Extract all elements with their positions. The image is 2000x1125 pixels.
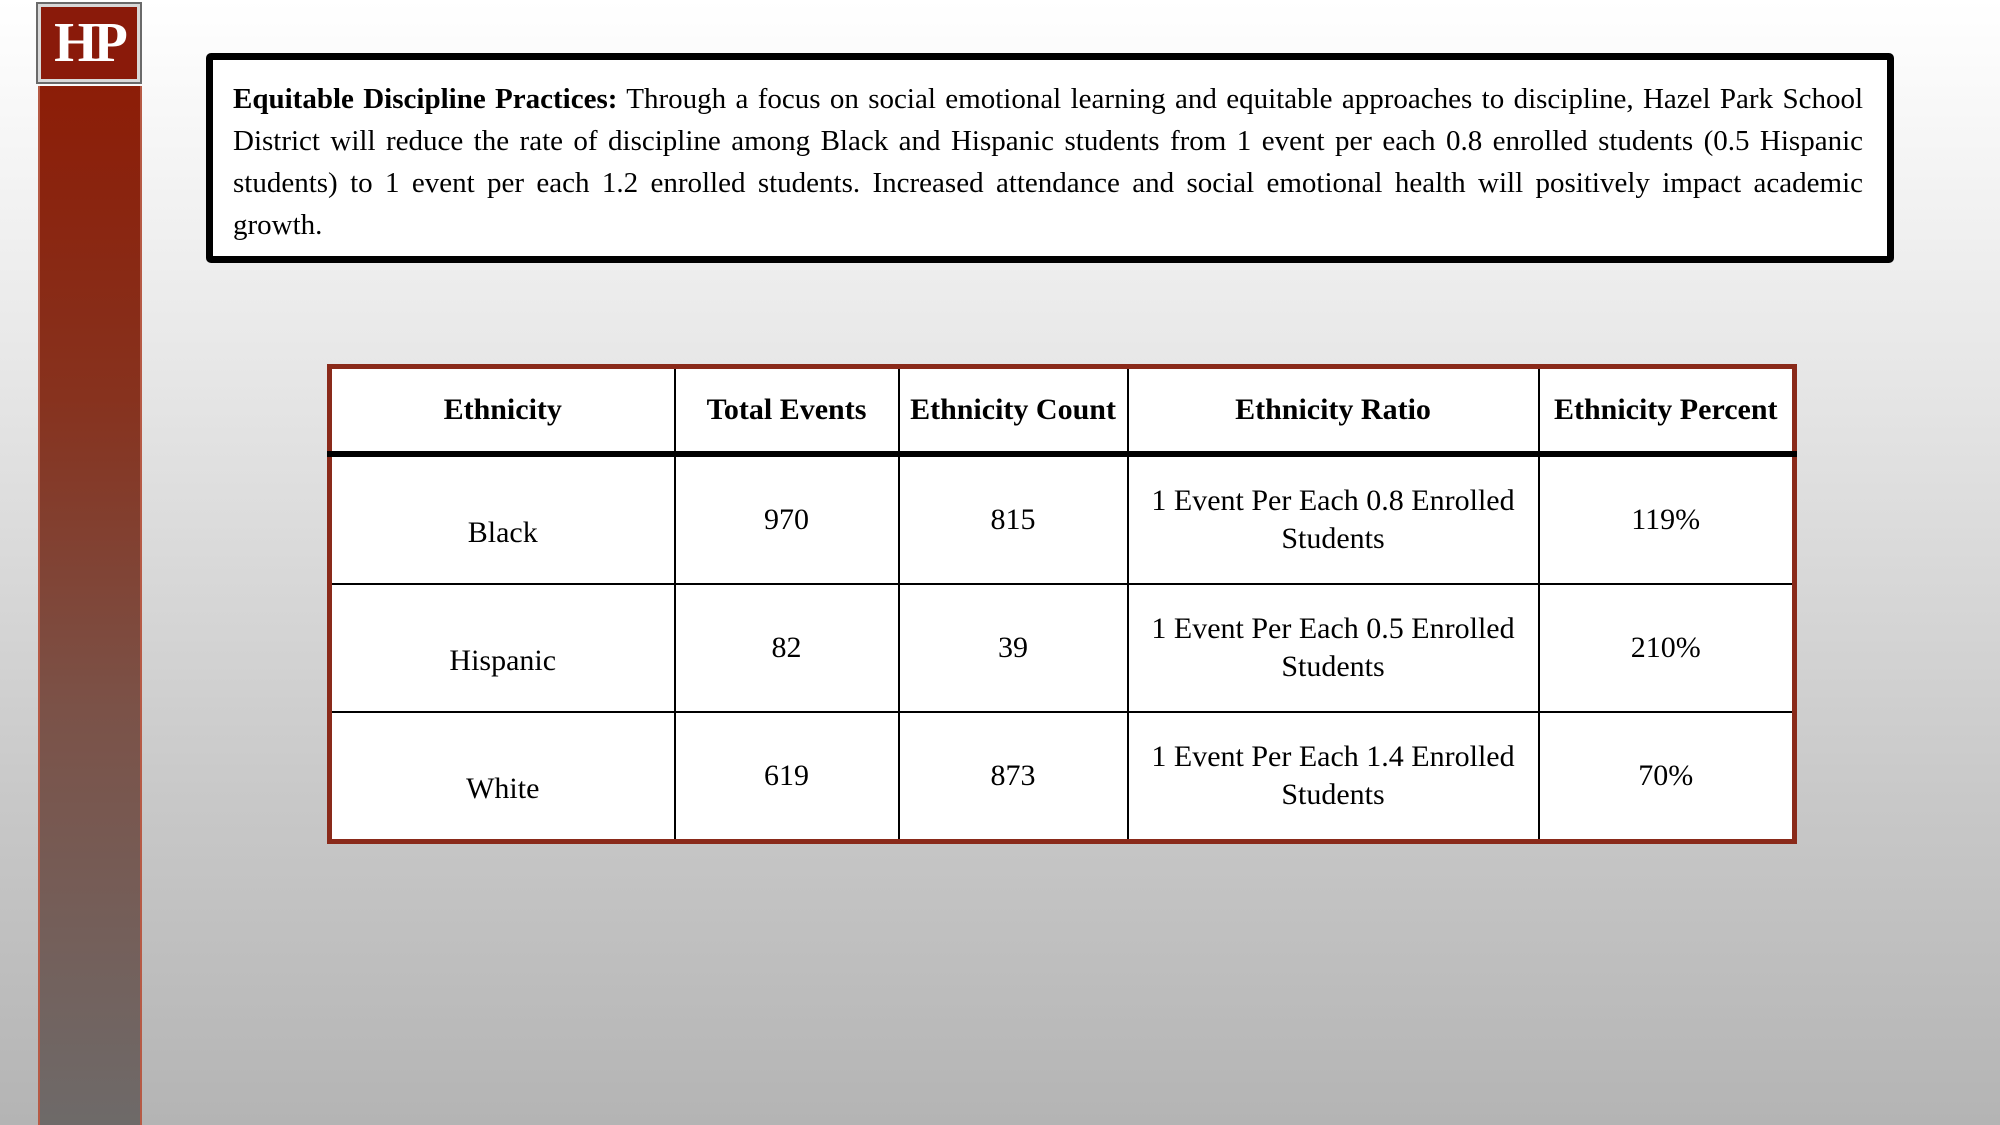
cell-ethnicity-ratio: 1 Event Per Each 1.4 Enrolled Students [1128, 712, 1539, 842]
header-total-events: Total Events [675, 367, 899, 455]
header-ethnicity-count: Ethnicity Count [899, 367, 1128, 455]
cell-ethnicity-count: 39 [899, 584, 1128, 712]
cell-total-events: 619 [675, 712, 899, 842]
header-ethnicity-percent: Ethnicity Percent [1539, 367, 1795, 455]
cell-total-events: 970 [675, 454, 899, 584]
goal-title: Equitable Discipline Practices: [233, 83, 618, 115]
cell-ethnicity-percent: 210% [1539, 584, 1795, 712]
cell-ethnicity-count: 873 [899, 712, 1128, 842]
discipline-table [327, 364, 1797, 844]
cell-ethnicity-percent: 70% [1539, 712, 1795, 842]
cell-ethnicity: Black [330, 454, 675, 584]
cell-ethnicity-percent: 119% [1539, 454, 1795, 584]
header-ethnicity-ratio: Ethnicity Ratio [1128, 367, 1539, 455]
logo-text: HP [54, 12, 124, 74]
hp-logo [38, 4, 140, 82]
cell-total-events: 82 [675, 584, 899, 712]
table-row [330, 712, 1795, 842]
cell-ethnicity-count: 815 [899, 454, 1128, 584]
decorative-side-bar [38, 86, 142, 1125]
table-header-row [330, 367, 1795, 455]
cell-ethnicity-ratio: 1 Event Per Each 0.8 Enrolled Students [1128, 454, 1539, 584]
cell-ethnicity: Hispanic [330, 584, 675, 712]
cell-ethnicity-ratio: 1 Event Per Each 0.5 Enrolled Students [1128, 584, 1539, 712]
table-row [330, 584, 1795, 712]
goal-statement-box [206, 53, 1894, 263]
cell-ethnicity: White [330, 712, 675, 842]
goal-text: Through a focus on social emotional learning and equitable approaches to discipline, Hazel Park School District will reduce the rate of discipline among Black and Hispanic students from 1 event per each 0.8 enrolled students (0.5 Hispanic students) to 1 event per each 1.2 enrolled students. Increased attendance and social emotional health will positively impact academic growth. [233, 83, 1863, 241]
header-ethnicity: Ethnicity [330, 367, 675, 455]
table-row [330, 454, 1795, 584]
